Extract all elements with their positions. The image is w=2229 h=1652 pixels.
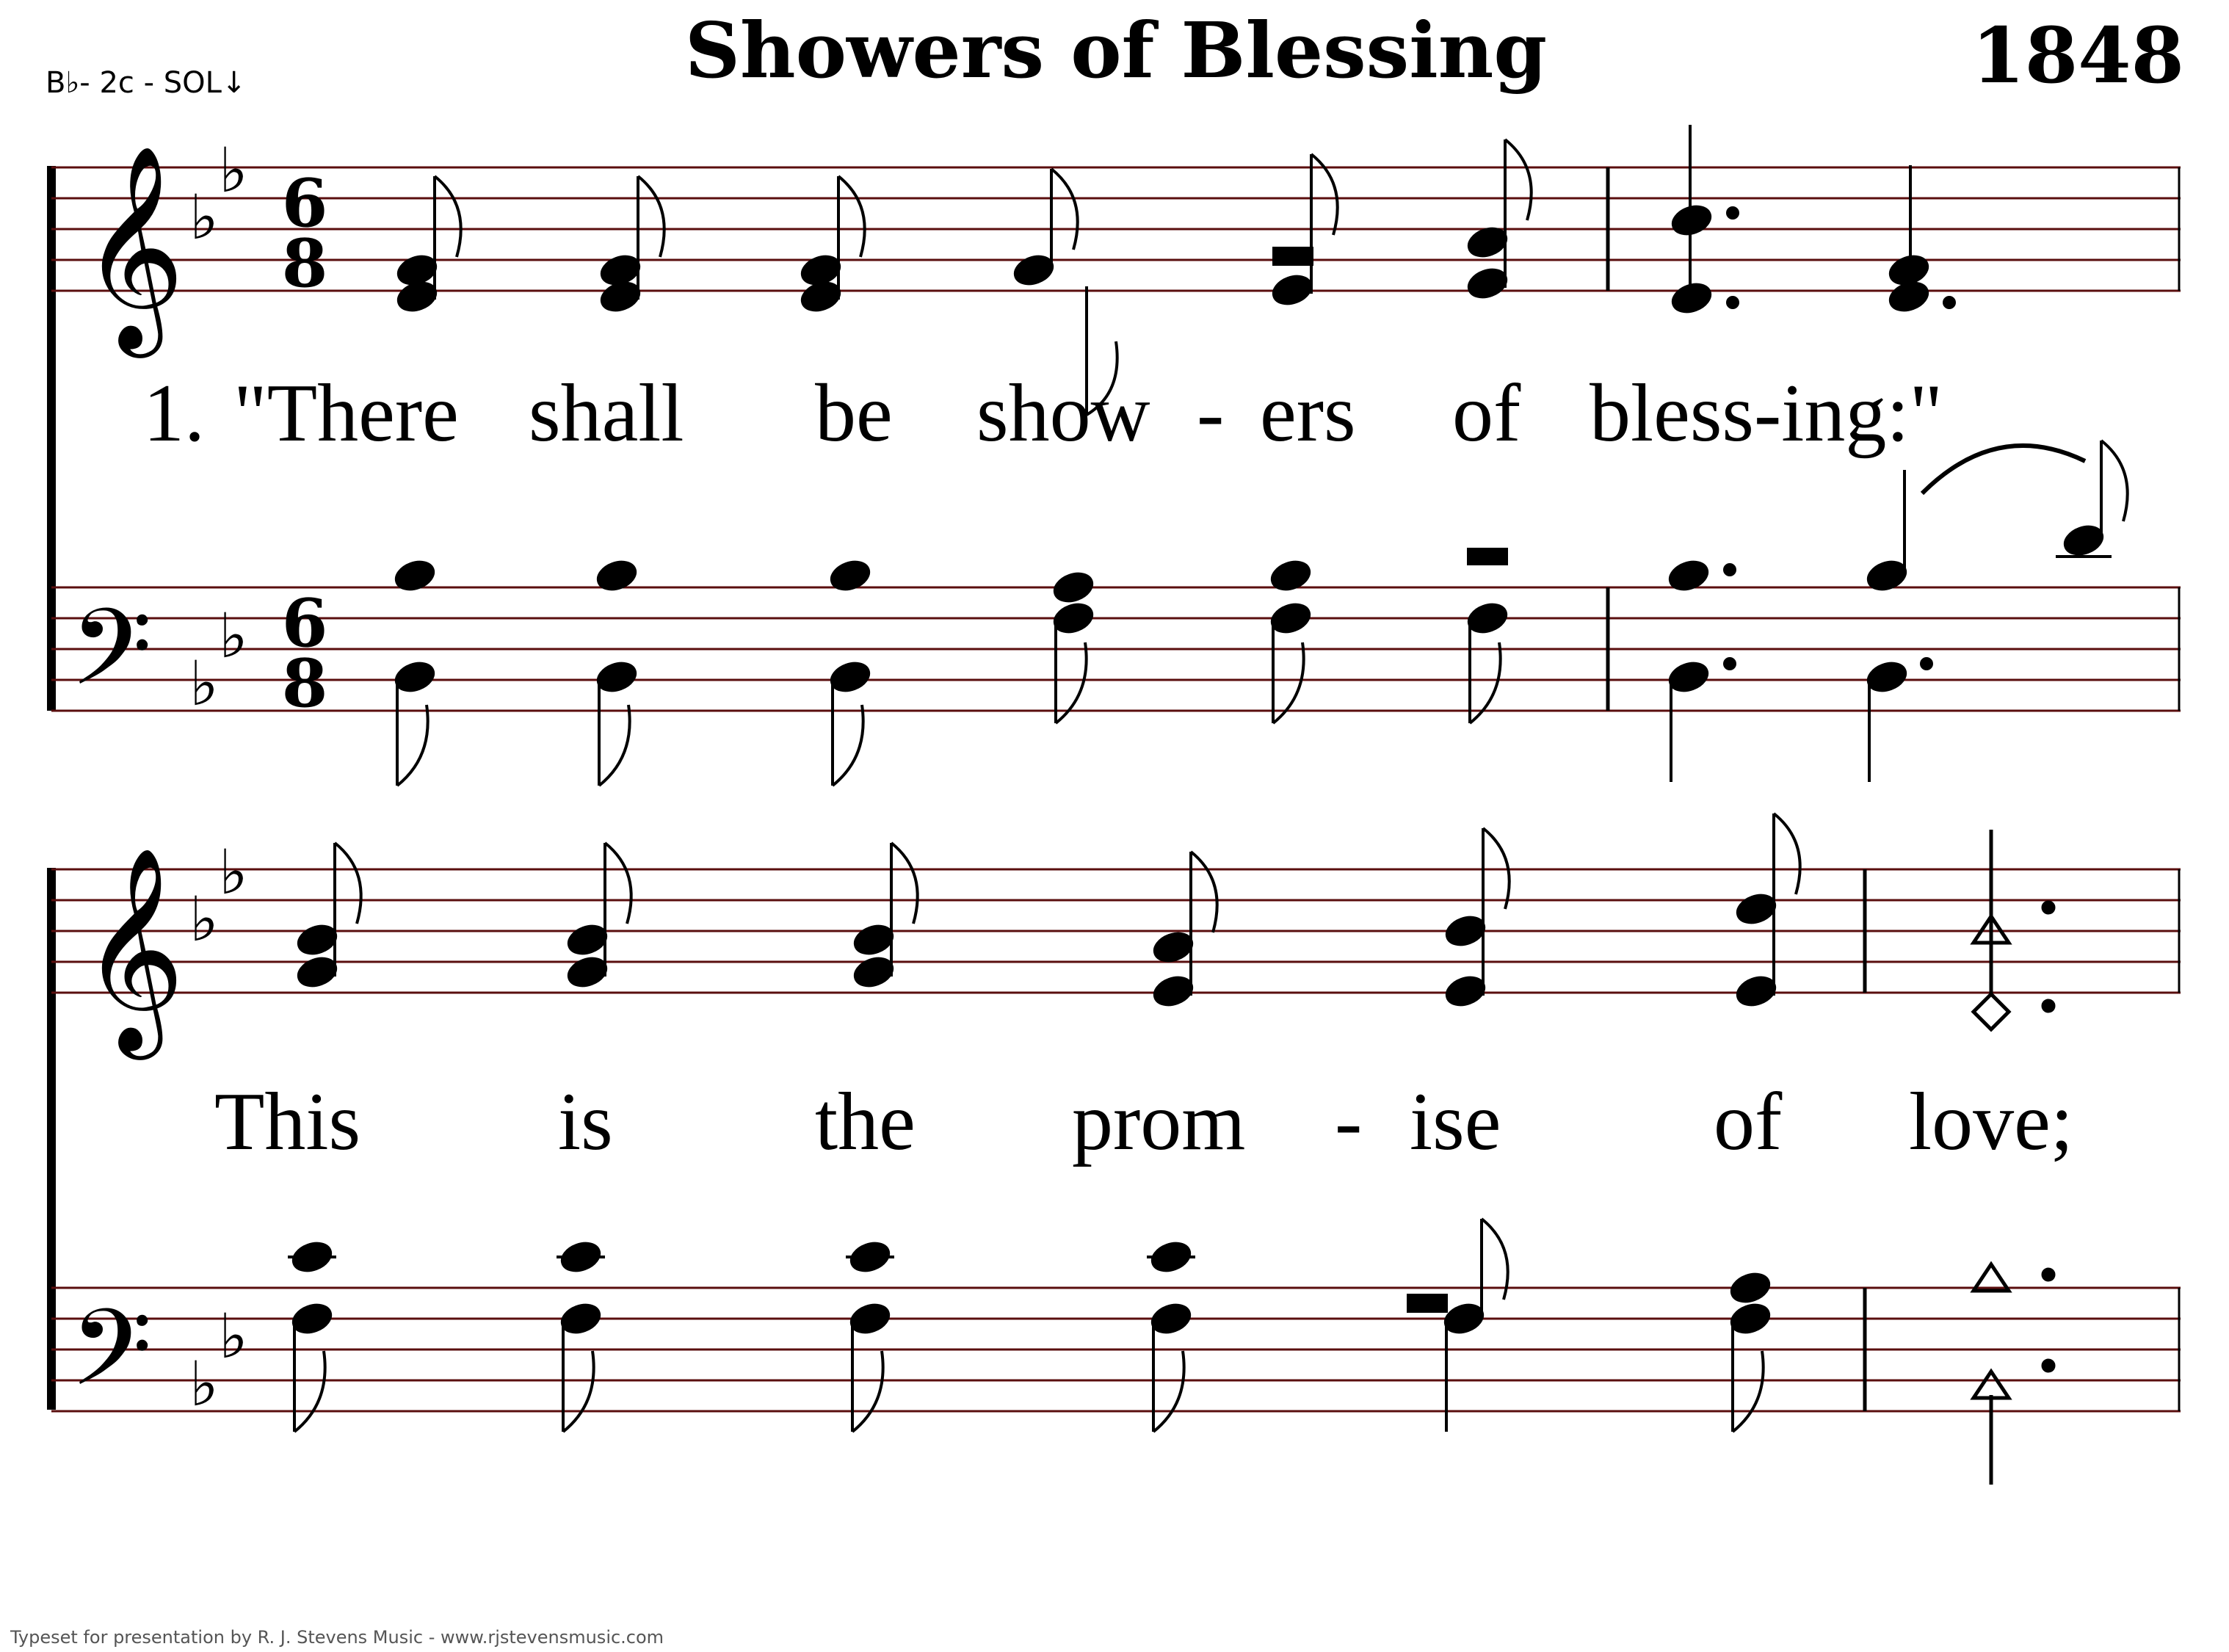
note-head (1465, 600, 1509, 637)
half-note-head (1974, 994, 2009, 1029)
treble-notes (1670, 125, 1954, 316)
note-head (395, 278, 439, 315)
flat-icon: ♭ (189, 883, 219, 955)
bass-notes (1667, 441, 2128, 782)
flat-icon: ♭ (189, 1348, 219, 1420)
note-head (1012, 252, 1056, 289)
flat-icon: ♭ (219, 1300, 248, 1372)
note-head (1151, 929, 1195, 966)
time-signature-top: 6 (281, 164, 328, 242)
system-bracket (47, 166, 56, 711)
time-signature-bottom: 8 (281, 225, 328, 302)
note-head (595, 659, 639, 695)
system-2 (47, 814, 2181, 1485)
treble-notes (295, 814, 1800, 1010)
system-1 (47, 125, 2181, 786)
note-head (1443, 973, 1487, 1010)
note-head (828, 659, 872, 695)
bass-notes (288, 1219, 1772, 1432)
note-head (295, 954, 339, 990)
note-head (559, 1300, 603, 1337)
bass-notes (393, 549, 1509, 786)
lyric-syllable: is (558, 1076, 613, 1167)
note-head (852, 921, 896, 958)
note-head (2062, 522, 2106, 559)
lyric-syllable: This (214, 1076, 361, 1167)
note-head (290, 1300, 334, 1337)
note-head (1051, 569, 1095, 606)
flat-icon: ♭ (219, 836, 248, 908)
key-info: B♭- 2c - SOL↓ (46, 66, 247, 100)
treble-clef-icon: 𝄞 (81, 143, 185, 349)
bass-notes (1974, 1264, 2054, 1485)
lyric-syllable: shall (529, 368, 684, 459)
note-head (1734, 891, 1778, 927)
lyric-syllable: of (1452, 368, 1521, 459)
note-head (1051, 600, 1095, 637)
note-head (848, 1300, 892, 1337)
lyrics-line-2 (214, 1076, 2073, 1167)
bass-staff (51, 587, 2181, 711)
note-head (1408, 1295, 1446, 1311)
treble-notes (1974, 830, 2054, 1029)
verse-number: 1. (143, 368, 205, 459)
note-head (1865, 659, 1909, 695)
note-head (1270, 272, 1314, 308)
note-head (295, 921, 339, 958)
tie-curve (1922, 446, 2085, 493)
lyric-hyphen: - (1335, 1076, 1363, 1167)
note-head (1149, 1239, 1193, 1275)
lyric-syllable: show (976, 368, 1150, 459)
bass-clef-icon: 𝄢 (70, 587, 153, 736)
note-head (1442, 1300, 1486, 1337)
lyric-syllable: bless-ing:" (1590, 368, 1943, 459)
lyric-syllable: be (815, 368, 893, 459)
lyric-syllable: "There (233, 368, 459, 459)
note-head (393, 659, 437, 695)
lyric-hyphen: - (1197, 368, 1225, 459)
note-head (1274, 248, 1312, 264)
note-head (799, 278, 843, 315)
footer-credit: Typeset for presentation by R. J. Stevens Music - www.rjstevensmusic.com (10, 1627, 664, 1648)
treble-clef-icon: 𝄞 (81, 845, 185, 1051)
flat-icon: ♭ (219, 600, 248, 672)
note-head (848, 1239, 892, 1275)
note-head (1465, 265, 1509, 302)
lyric-syllable: love; (1909, 1076, 2073, 1167)
bass-staff (51, 1288, 2181, 1411)
note-head (1734, 973, 1778, 1010)
note-head (852, 954, 896, 990)
note-head (1269, 600, 1313, 637)
lyric-syllable: ers (1260, 368, 1356, 459)
half-note-head (1974, 1372, 2009, 1398)
note-head (565, 954, 609, 990)
note-head (1443, 913, 1487, 949)
note-head (1149, 1300, 1193, 1337)
time-signature-top: 6 (281, 584, 328, 662)
hymn-number: 1848 (1971, 10, 2184, 101)
lyric-syllable: ise (1410, 1076, 1501, 1167)
treble-staff (51, 167, 2181, 291)
note-head (559, 1239, 603, 1275)
note-head (1728, 1269, 1772, 1306)
note-head (598, 278, 642, 315)
treble-staff (51, 869, 2181, 993)
flat-icon: ♭ (219, 134, 248, 206)
lyric-syllable: the (815, 1076, 916, 1167)
note-head (290, 1239, 334, 1275)
note-head (1728, 1300, 1772, 1337)
lyric-syllable: prom (1072, 1076, 1246, 1167)
note-head (1151, 973, 1195, 1010)
bass-clef-icon: 𝄢 (70, 1287, 153, 1436)
time-signature-bottom: 8 (281, 645, 328, 722)
system-bracket (47, 868, 56, 1410)
hymn-title: Showers of Blessing (684, 5, 1548, 95)
flat-icon: ♭ (189, 181, 219, 253)
lyric-syllable: of (1714, 1076, 1783, 1167)
lyrics-line-1 (143, 368, 1943, 459)
note-head (1667, 659, 1711, 695)
note-head (1468, 549, 1507, 564)
flat-icon: ♭ (189, 648, 219, 720)
note-head (565, 921, 609, 958)
